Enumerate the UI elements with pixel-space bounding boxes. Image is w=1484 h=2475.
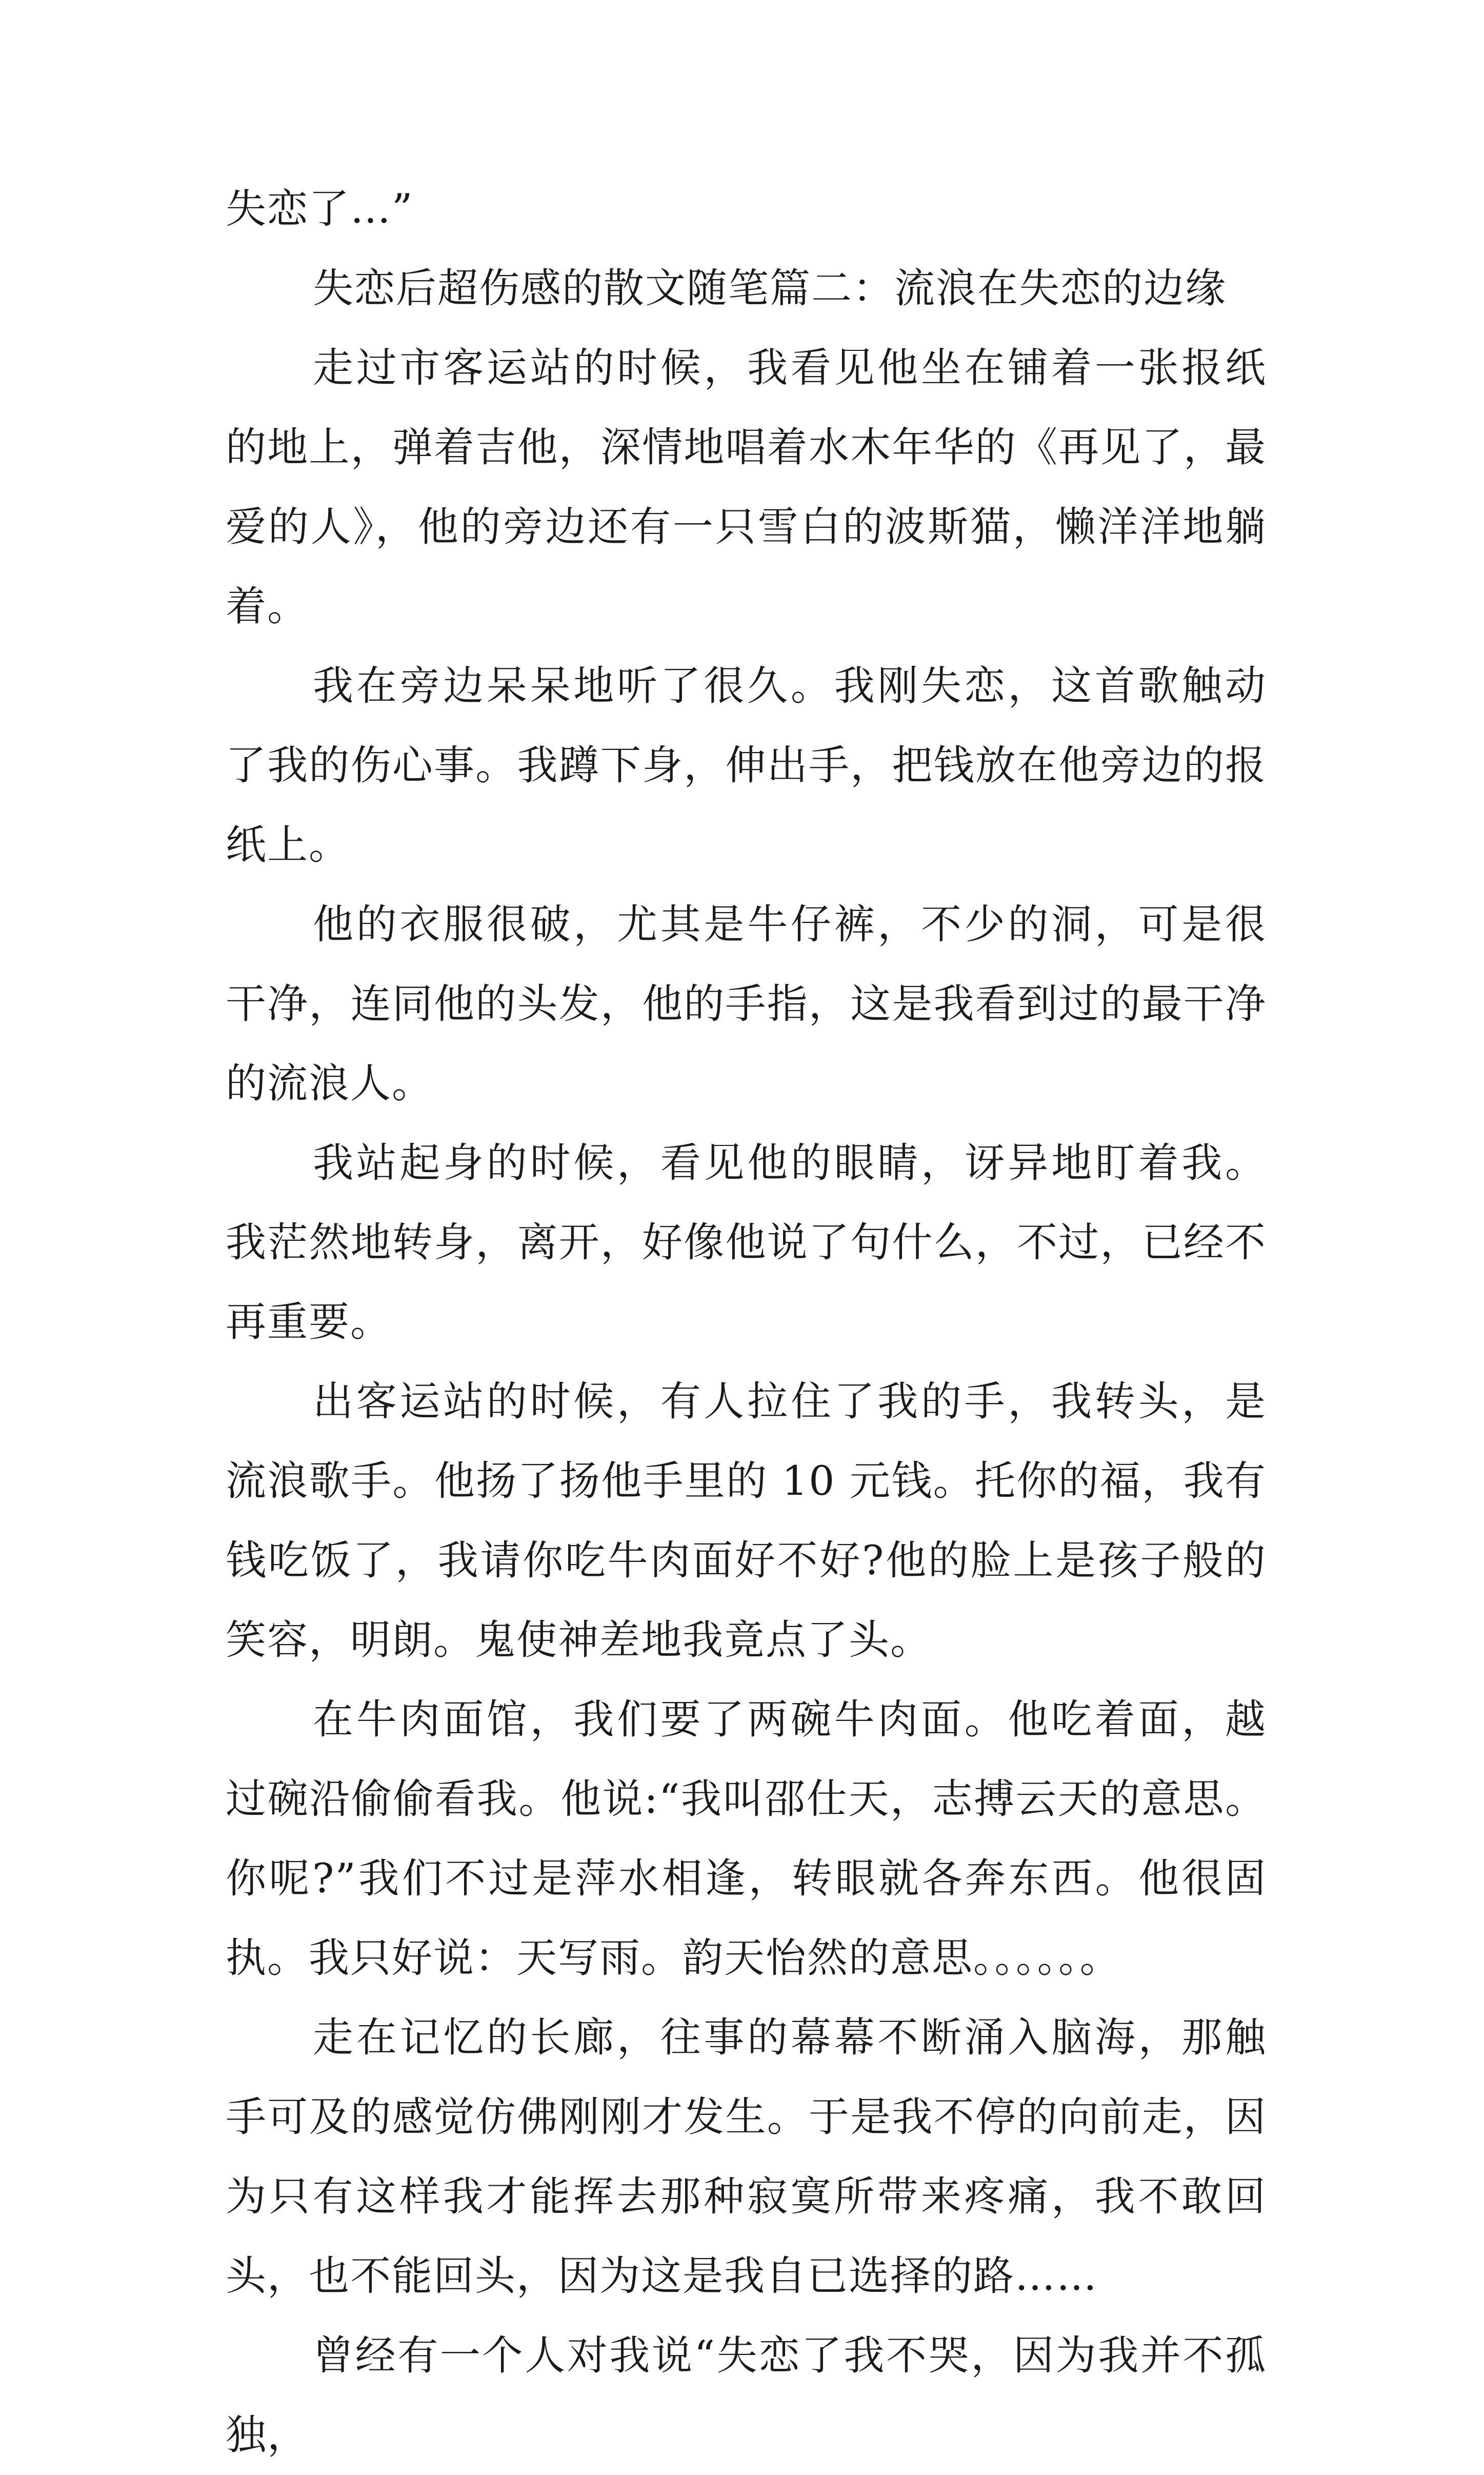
paragraph-7: 出客运站的时候，有人拉住了我的手，我转头，是流浪歌手。他扬了扬他手里的 10 元钱。托你的福，我有钱吃饭了，我请你吃牛肉面好不好?他的脸上是孩子般的笑容，明朗。鬼使神差地我竟点了头。 (226, 1378, 1267, 1664)
paragraph-5: 他的衣服很破，尤其是牛仔裤，不少的洞，可是很干净，连同他的头发，他的手指，这是我看到过的最干净的流浪人。 (226, 901, 1267, 1107)
paragraph-10: 曾经有一个人对我说“失恋了我不哭，因为我并不孤独， (226, 2332, 1267, 2459)
document-body (226, 169, 1267, 2475)
paragraph-3: 走过市客运站的时候，我看见他坐在铺着一张报纸的地上，弹着吉他，深情地唱着水木年华的《再见了，最爱的人》，他的旁边还有一只雪白的波斯猫，懒洋洋地躺着。 (226, 344, 1267, 630)
paragraph-4: 我在旁边呆呆地听了很久。我刚失恋，这首歌触动了我的伤心事。我蹲下身，伸出手，把钱放在他旁边的报纸上。 (226, 662, 1267, 868)
paragraph-6: 我站起身的时候，看见他的眼睛，讶异地盯着我。我茫然地转身，离开，好像他说了句什么，不过，已经不再重要。 (226, 1139, 1267, 1345)
paragraph-title: 失恋后超伤感的散文随笔篇二：流浪在失恋的边缘 (313, 265, 1227, 312)
paragraph-1: 失恋了…” (226, 185, 414, 232)
paragraph-9: 走在记忆的长廊，往事的幕幕不断涌入脑海，那触手可及的感觉仿佛刚刚才发生。于是我不停的向前走，因为只有这样我才能挥去那种寂寞所带来疼痛，我不敢回头，也不能回头，因为这是我自已选择的路…… (226, 2014, 1267, 2300)
paragraph-8: 在牛肉面馆，我们要了两碗牛肉面。他吃着面，越过碗沿偷偷看我。他说:“我叫邵仕天，志搏云天的意思。你呢?”我们不过是萍水相逢，转眼就各奔东西。他很固执。我只好说：天写雨。韵天怡然的意思。。。。。。 (226, 1696, 1267, 1982)
